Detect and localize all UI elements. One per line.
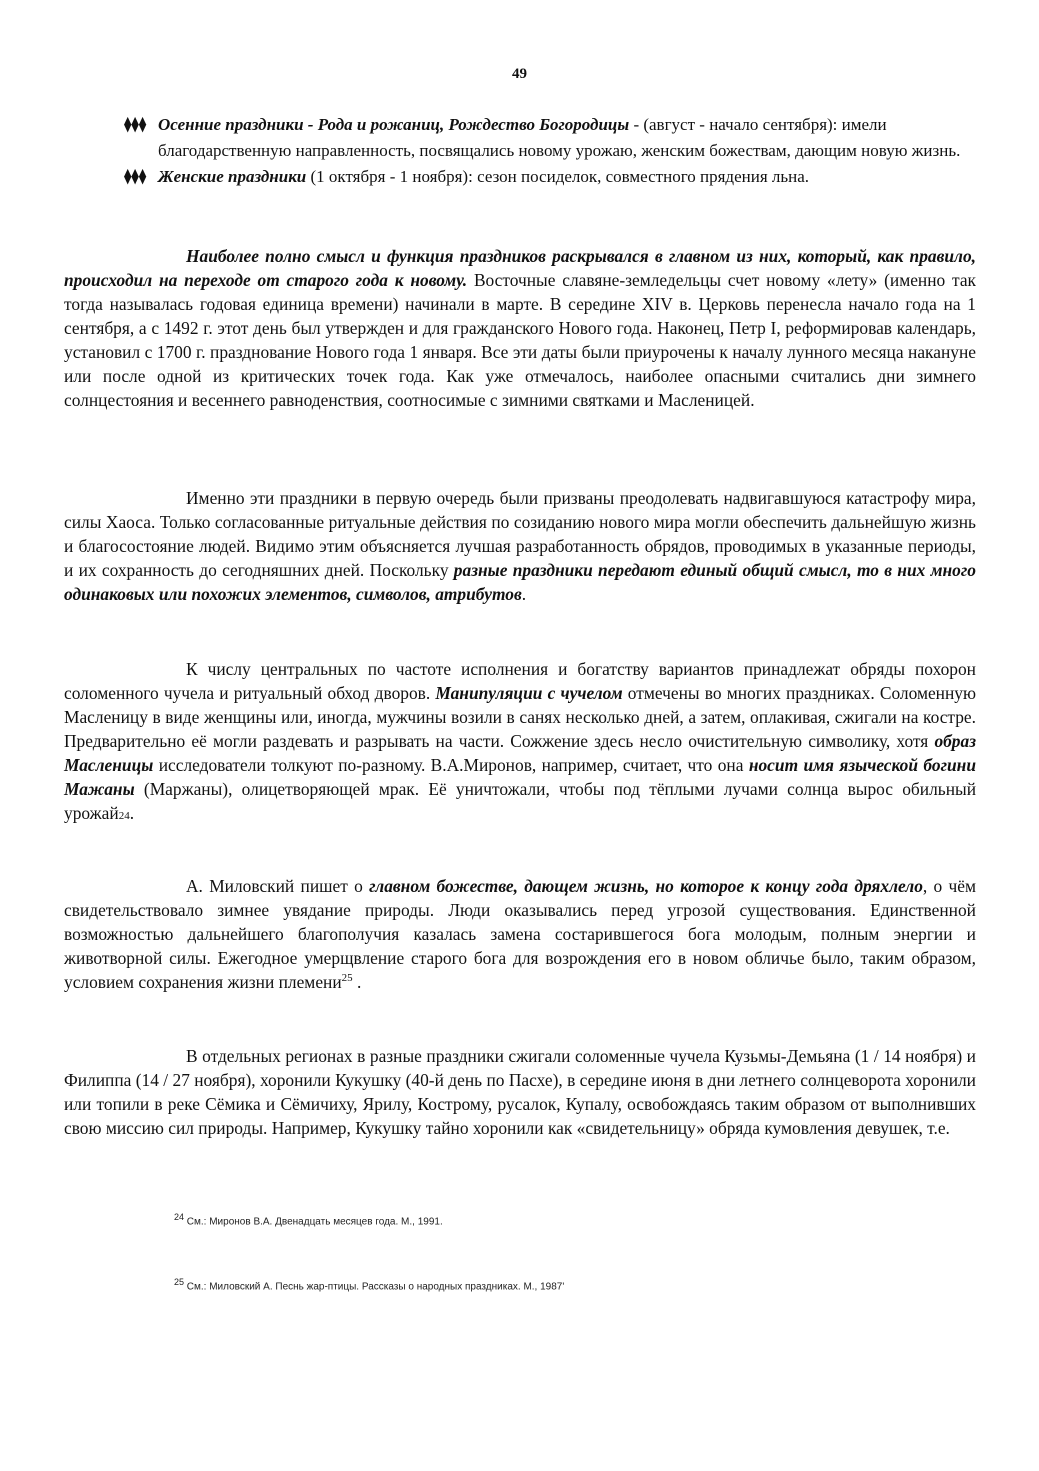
paragraph-end: . [521, 584, 527, 604]
bullet-item [124, 164, 984, 190]
footnote-text: См.: Миронов В.А. Двенадцать месяцев года. М., 1991. [184, 1216, 443, 1228]
footnote-ref: 24 [118, 810, 130, 822]
paragraph-text: В отдельных регионах в разные праздники сжигали соломенные чучела Кузьмы-Демьяна (1 / 14 ноября) и Филиппа (14 / 27 ноября), хоронили Кукушку (40-й день по Пасхе), в середине июня в дни летнего солнцеворота хоронили или топили в реке Сёмика и Сёмичиху, Ярилу, Кострому, русалок, Купалу, освобождаясь таким образом от выполнивших свою миссию сил природы. Например, Кукушку тайно хоронили как «свидетельницу» обряда кумовления девушек, т.е. [64, 1046, 976, 1138]
paragraph-text: (Маржаны), олицетворяющей мрак. Её уничтожали, чтобы под тёплыми лучами солнца вырос обильный урожай [64, 779, 976, 823]
bullet-list [124, 112, 984, 190]
paragraph-text: исследователи толкуют по-разному. В.А.Миронов, например, считает, что она [153, 755, 749, 775]
paragraph-text: отмечены во многих праздниках. Соломенную Масленицу в виде женщины или, иногда, мужчины возили в санях несколько дней, а затем, оплакивая, сжигали на костре. Предварительно её могли раздевать и разрывать на части. Сожжение здесь несло очистительную символику, хотя [64, 683, 976, 751]
paragraph-text: Именно эти праздники в первую очередь были призваны преодолевать надвигавшуюся катастрофу мира, силы Хаоса. Только согласованные ритуальные действия по созиданию нового мира могли обеспечить дальнейшую жизнь и благосостояние людей. Видимо этим объясняется лучшая разработанность обрядов, проводимых в указанные периоды, и их сохранность до сегодняшних дней. Поскольку [64, 488, 976, 580]
footnote-text: См.: Миловский А. Песнь жар-птицы. Рассказы о народных праздниках. М., 1987' [184, 1281, 565, 1293]
bullet-text: - (август - начало сентября): имели благодарственную направленность, посвящались новому урожаю, женским божествам, дающим новую жизнь. [158, 115, 961, 160]
paragraph-4 [64, 874, 976, 994]
paragraph-2 [64, 486, 976, 606]
emphasis: главном божестве, дающем жизнь, но которое к концу года дряхлело [369, 876, 923, 896]
page-number: 49 [512, 66, 527, 82]
emphasis: Наиболее полно смысл и функция праздников раскрывался в главном из них, который, как правило, происходил на переходе от старого года к новому. [64, 246, 976, 290]
bullet-heading: Женские праздники [158, 167, 307, 186]
footnote-number: 24 [174, 1212, 185, 1222]
paragraph-3 [64, 657, 976, 828]
footnote-24 [174, 1212, 443, 1227]
diamond-bullet-icon: ⧫⧫⧫ [124, 117, 147, 133]
emphasis: Манипуляции с чучелом [435, 683, 623, 703]
diamond-bullet-icon: ⧫⧫⧫ [124, 169, 147, 185]
emphasis: образ Масленицы [64, 731, 976, 775]
paragraph-text: А. Миловский пишет о [186, 876, 370, 896]
paragraph-text: К числу центральных по частоте исполнения и богатству вариантов принадлежат обряды похорон соломенного чучела и ритуальный обход дворов. [64, 659, 976, 703]
paragraph-1 [64, 244, 976, 412]
bullet-text: (1 октября - 1 ноября): сезон посиделок, совместного прядения льна. [306, 167, 810, 186]
paragraph-end: . [129, 803, 135, 823]
bullet-item [124, 112, 984, 164]
paragraph-end: . [352, 972, 362, 992]
footnote-25 [174, 1277, 564, 1292]
bullet-heading: Осенние праздники - Рода и рожаниц, Рождество Богородицы [158, 115, 630, 134]
paragraph-5 [64, 1044, 976, 1140]
emphasis: разные праздники передают единый общий смысл, то в них много одинаковых или похожих элементов, символов, атрибутов [64, 560, 976, 604]
emphasis: носит имя языческой богини Мажаны [64, 755, 976, 799]
paragraph-text: Восточные славяне-земледельцы счет новому «лету» (именно так тогда называлась годовая единица времени) начинали в марте. В середине XIV в. Церковь перенесла начало года на 1 сентября, а с 1492 г. этот день был утвержден и для гражданского Нового года. Наконец, Петр I, реформировав календарь, установил с 1700 г. празднование Нового года 1 января. Все эти даты были приурочены к началу лунного месяца накануне или после одной из критических точек года. Как уже отмечалось, наиболее опасными считались дни зимнего солнцестояния и весеннего равноденствия, соотносимые с зимними святками и Масленицей. [64, 270, 976, 410]
footnote-ref: 25 [341, 972, 353, 985]
paragraph-text: , о чём свидетельствовало зимнее увядание природы. Люди оказывались перед угрозой существования. Единственной возможностью дальнейшего благополучия казалась замена состарившегося бога молодым, полным энергии и животворной силы. Ежегодное умерщвление старого бога для возрождения его в новом обличье было, таким образом, условием сохранения жизни племени [64, 876, 976, 992]
footnote-number: 25 [174, 1277, 185, 1287]
